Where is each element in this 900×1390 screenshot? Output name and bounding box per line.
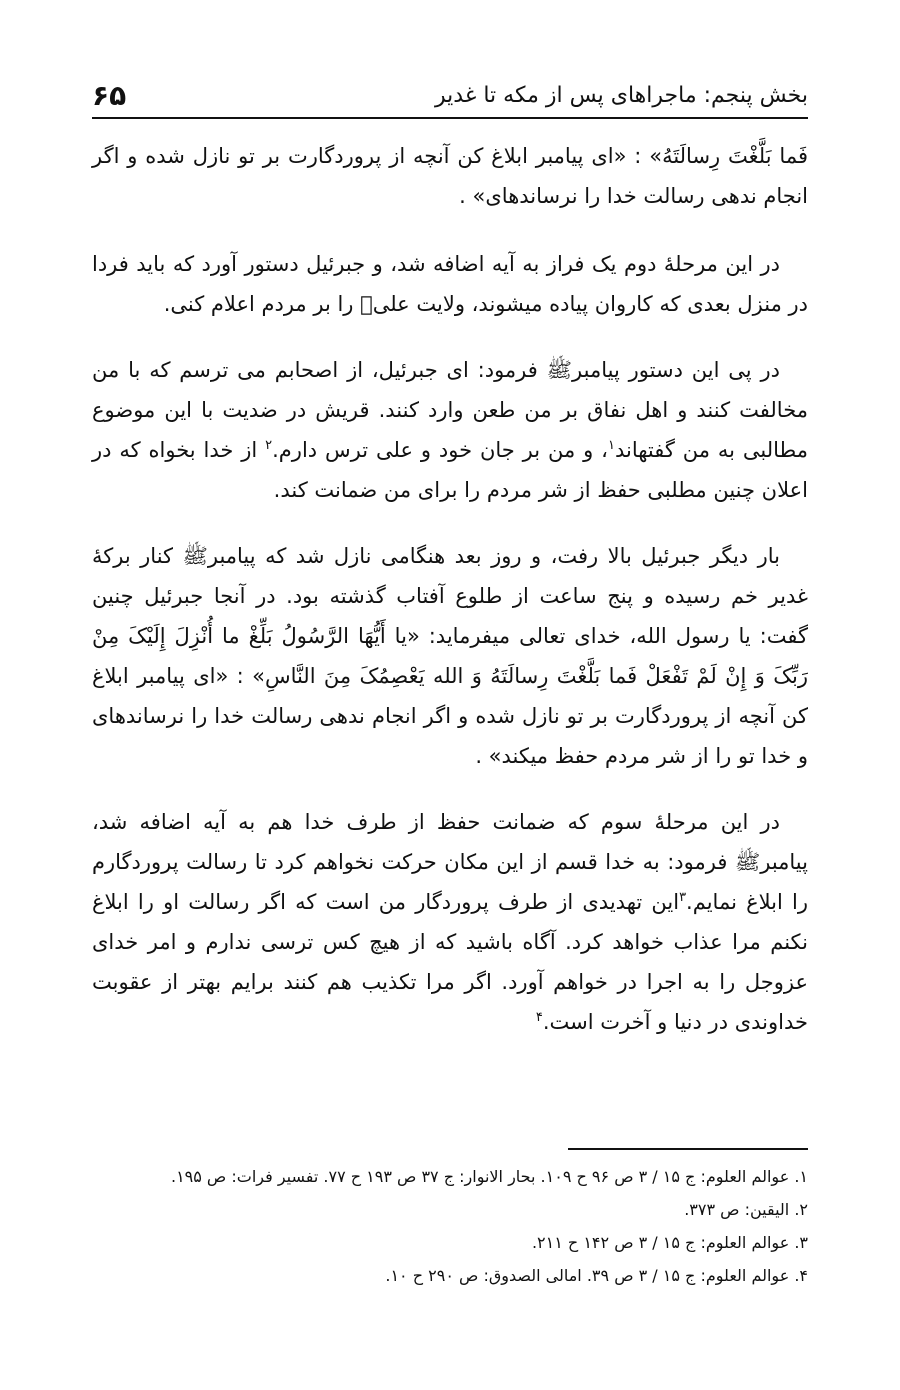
footnote-ref-3[interactable]: ۳ [679, 890, 687, 905]
quran-quote: فَما بَلَّغْتَ رِسالَتَهُ [662, 144, 808, 168]
page-number: ۶۵ [92, 78, 127, 112]
paragraph-text: در این مرحلۀ دوم یک فراز به آیه اضافه شد، و جبرئیل دستور آورد که باید فردا در منزل بعدی که کاروان پیاده میشوند، ولایت علیؑ را بر مردم اعلام کنی. [92, 252, 808, 316]
footnote-3: ۳. عوالم العلوم: ج ۱۵ / ۳ ص ۱۴۲ ح ۲۱۱. [531, 1233, 808, 1252]
paragraph-text: ، و من بر جان خود و علی ترس دارم. [272, 438, 608, 462]
footnote-2: ۲. الیقین: ص ۳۷۳. [684, 1200, 808, 1219]
footnote-ref-2[interactable]: ۲ [265, 438, 273, 453]
page-header [92, 72, 808, 118]
running-title: بخش پنجم: ماجراهای پس از مکه تا غدیر [435, 82, 808, 108]
paragraph-2 [92, 244, 808, 324]
header-rule [92, 117, 808, 119]
paragraph-text: در این مرحلۀ سوم که ضمانت حفظ از طرف خدا هم به آیه اضافه شد، پیامبرﷺ فرمود: به خدا قسم از این مکان حرکت نخواهم کرد تا رسالت پروردگارم را ابلاغ نمایم. [92, 810, 808, 914]
paragraph-1 [92, 136, 808, 216]
paragraph-4 [92, 536, 808, 776]
footnote-1: ۱. عوالم العلوم: ج ۱۵ / ۳ ص ۹۶ ح ۱۰۹. بحار الانوار: ج ۳۷ ص ۱۹۳ ح ۷۷. تفسیر فرات: ص ۱۹۵. [170, 1167, 808, 1186]
paragraph-5 [92, 802, 808, 1042]
body-text [92, 136, 808, 1068]
quran-quote: یا أَیُّهَا الرَّسُولُ بَلِّغْ ما أُنْزِلَ إِلَیْکَ مِنْ رَبِّکَ وَ إِنْ لَمْ تَفْعَلْ فَما بَلَّغْتَ رِسالَتَهُ وَ الله یَعْصِمُکَ مِنَ النَّاسِ [92, 624, 808, 688]
paragraph-text: در پی این دستور پیامبرﷺ فرمود: ای جبرئیل، از اصحابم می ترسم که با من مخالفت کنند و اهل نفاق بر من طعن وارد کنند. قریش در ضدیت با این موضوع مطالبی به من گفتهاند [92, 358, 808, 462]
footnote-rule [568, 1148, 808, 1150]
footnote-4: ۴. عوالم العلوم: ج ۱۵ / ۳ ص ۳۹. امالی الصدوق: ص ۲۹۰ ح ۱۰. [385, 1266, 808, 1285]
paragraph-text: از خدا بخواه که در اعلان چنین مطلبی حفظ از شر مردم را برای من ضمانت کند. [92, 438, 808, 502]
footnotes [92, 1160, 808, 1292]
paragraph-text: » : «ای پیامبر ابلاغ کن آنچه از پروردگارت بر تو نازل شده و اگر انجام ندهی رسالت خدا را نرساندهای و خدا تو را از شر مردم حفظ میکند» . [92, 664, 808, 768]
paragraph-text: » : «ای پیامبر ابلاغ کن آنچه از پروردگارت بر تو نازل شده و اگر انجام ندهی رسالت خدا را نرساندهای» . [92, 144, 808, 208]
paragraph-3 [92, 350, 808, 510]
paragraph-text: بار دیگر جبرئیل بالا رفت، و روز بعد هنگامی نازل شد که پیامبرﷺ کنار برکۀ غدیر خم رسیده و پنج ساعت از طلوع آفتاب گذشته بود. در آنجا جبرئیل چنین گفت: یا رسول الله، خدای تعالی میفرماید: « [92, 544, 809, 648]
footnote-ref-4[interactable]: ۴ [535, 1010, 543, 1025]
footnote-ref-1[interactable]: ۱ [607, 438, 615, 453]
paragraph-text: این تهدیدی از طرف پروردگار من است که اگر رسالت او را ابلاغ نکنم مرا عذاب خواهد کرد. آگاه باشید که از هیچ کس ترسی ندارم و امر خدای عزوجل را به اجرا در خواهم آورد. اگر مرا تکذیب هم کنند برایم بهتر از عقوبت خداوندی در دنیا و آخرت است. [92, 890, 808, 1034]
